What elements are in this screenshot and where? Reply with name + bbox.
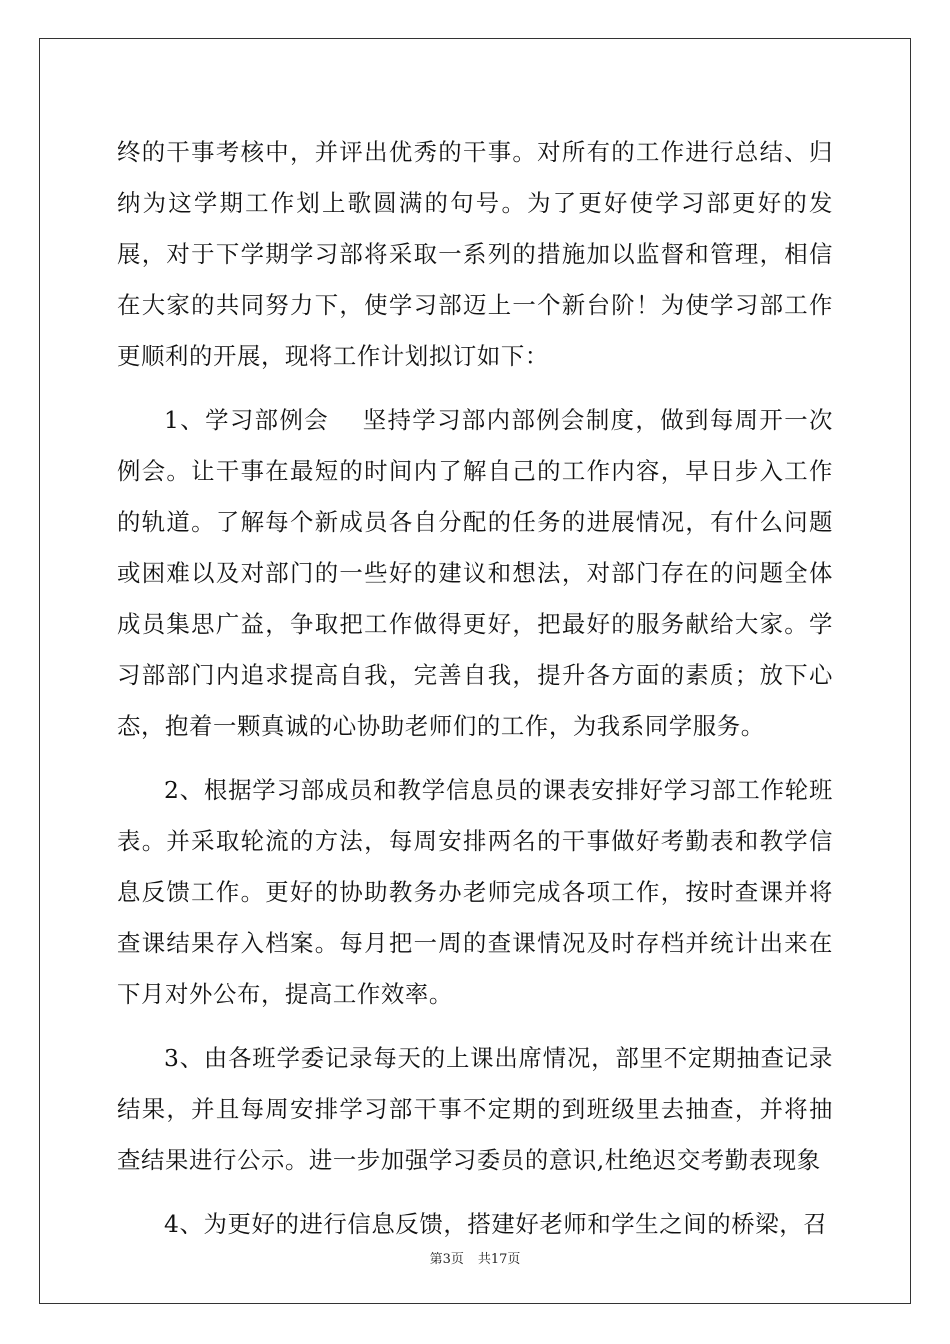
paragraph-intro: 终的干事考核中，并评出优秀的干事。对所有的工作进行总结、归纳为这学期工作划上歌圆满的句号。为了更好使学习部更好的发展，对于下学期学习部将采取一系列的措施加以监督和管理，相信在大家的共同努力下，使学习部迈上一个新台阶！为使学习部工作更顺利的开展，现将工作计划拟订如下： [117,138,833,370]
page-number: 第3页 [429,1252,464,1267]
paragraph-item-2: 2、根据学习部成员和教学信息员的课表安排好学习部工作轮班表。并采取轮流的方法，每周安排两名的干事做好考勤表和教学信息反馈工作。更好的协助教务办老师完成各项工作，按时查课并将查课结果存入档案。每月把一周的查课情况及时存档并统计出来在下月对外公布，提高工作效率。 [117,776,833,1008]
paragraph-item-3: 3、由各班学委记录每天的上课出席情况，部里不定期抽查记录结果，并且每周安排学习部干事不定期的到班级里去抽查，并将抽查结果进行公示。进一步加强学习委员的意识,杜绝迟交考勤表现象 [117,1044,833,1174]
paragraph-item-1: 1、学习部例会 坚持学习部内部例会制度，做到每周开一次例会。让干事在最短的时间内了解自己的工作内容，早日步入工作的轨道。了解每个新成员各自分配的任务的进展情况，有什么问题或困难以及对部门的一些好的建议和想法，对部门存在的问题全体成员集思广益，争取把工作做得更好，把最好的服务献给大家。学习部部门内追求提高自我，完善自我，提升各方面的素质；放下心态，抱着一颗真诚的心协助老师们的工作，为我系同学服务。 [117,406,833,740]
page-footer [0,1248,950,1267]
page-total: 共17页 [477,1252,521,1267]
paragraph-item-4: 4、为更好的进行信息反馈，搭建好老师和学生之间的桥梁，召 [164,1210,828,1238]
document-body [117,127,833,1263]
